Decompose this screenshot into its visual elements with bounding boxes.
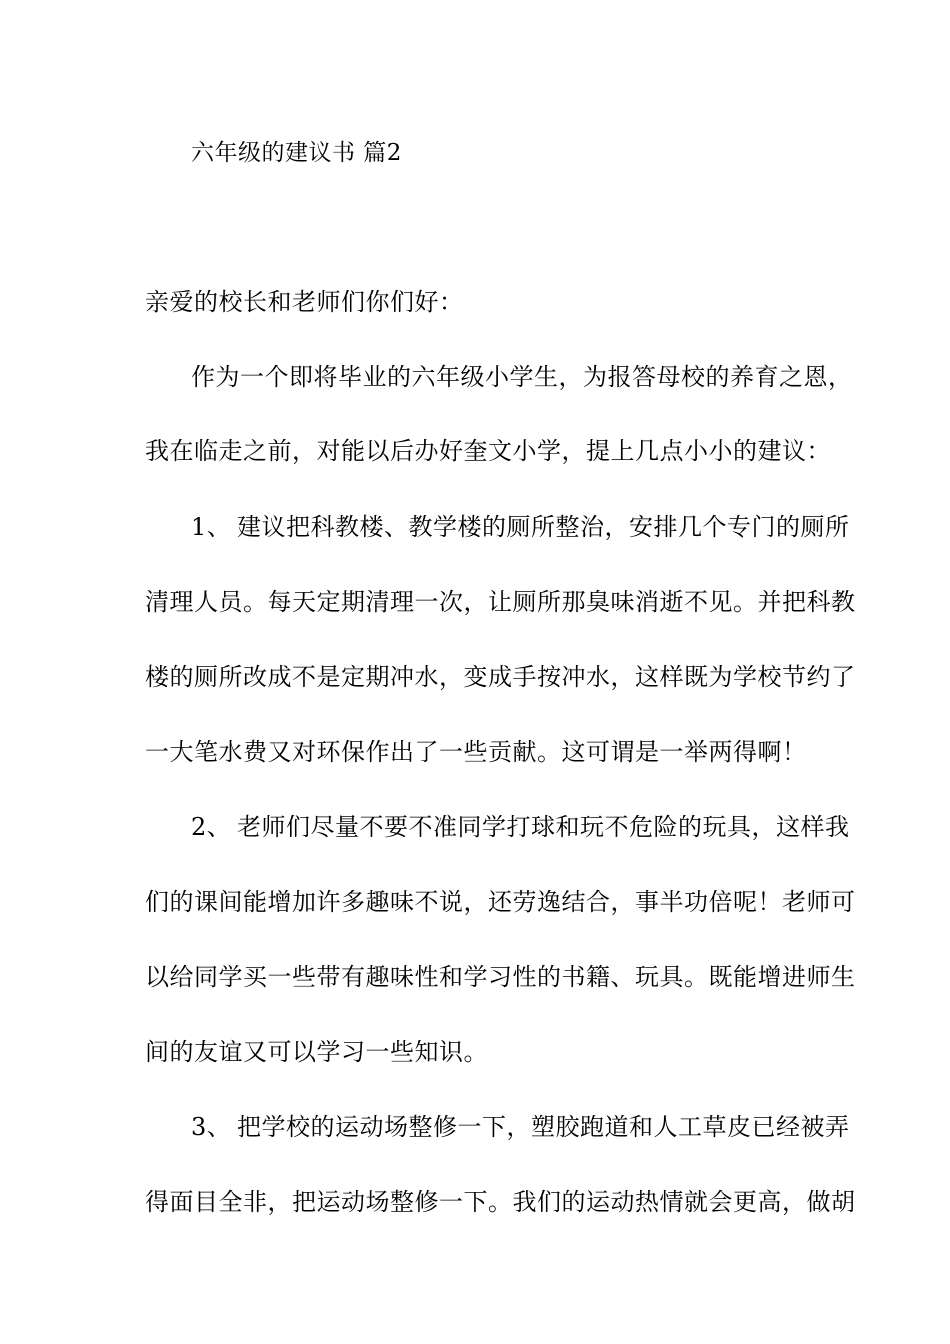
- document-title: 六年级的建议书 篇2: [191, 140, 402, 166]
- paragraph-line-12: 得面目全非，把运动场整修一下。我们的运动热情就会更高，做胡: [145, 1188, 856, 1216]
- list-item-2-first-line: [191, 812, 850, 842]
- greeting: 亲爱的校长和老师们你们好：: [145, 288, 464, 316]
- list-item-3-text: 把学校的运动场整修一下，塑胶跑道和人工草皮已经被弄: [237, 1113, 850, 1141]
- list-item-3-first-line: [191, 1112, 850, 1142]
- list-item-2-text: 老师们尽量不要不准同学打球和玩不危险的玩具，这样我: [237, 813, 850, 841]
- paragraph-line-6: 一大笔水费又对环保作出了一些贡献。这可谓是一举两得啊！: [145, 738, 807, 766]
- paragraph-line-9: 以给同学买一些带有趣味性和学习性的书籍、玩具。既能增进师生: [145, 963, 856, 991]
- paragraph-line-1: 作为一个即将毕业的六年级小学生，为报答母校的养育之恩，: [191, 363, 853, 391]
- paragraph-line-10: 间的友谊又可以学习一些知识。: [145, 1038, 488, 1066]
- list-number-2: 2、: [191, 813, 232, 841]
- paragraph-line-5: 楼的厕所改成不是定期冲水，变成手按冲水，这样既为学校节约了: [145, 663, 856, 691]
- paragraph-line-2: 我在临走之前，对能以后办好奎文小学，提上几点小小的建议：: [145, 437, 831, 465]
- paragraph-line-8: 们的课间能增加许多趣味不说，还劳逸结合，事半功倍呢！老师可: [145, 888, 856, 916]
- list-number-1: 1、: [191, 513, 232, 541]
- list-item-1-first-line: [191, 512, 850, 542]
- list-item-1-text: 建议把科教楼、教学楼的厕所整治，安排几个专门的厕所: [237, 513, 850, 541]
- paragraph-line-4: 清理人员。每天定期清理一次，让厕所那臭味消逝不见。并把科教: [145, 588, 856, 616]
- list-number-3: 3、: [191, 1113, 232, 1141]
